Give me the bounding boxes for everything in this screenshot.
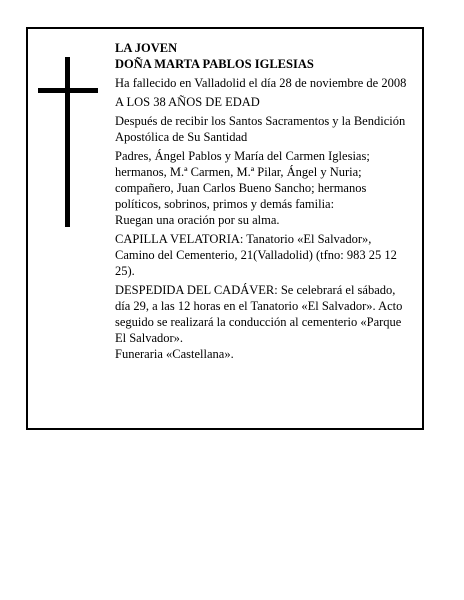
cross-icon	[38, 57, 102, 227]
death-statement: Ha fallecido en Valladolid el día 28 de noviembre de 2008	[115, 76, 407, 90]
sacraments-statement: Después de recibir los Santos Sacramentos y la Bendición Apostólica de Su Santidad	[115, 114, 406, 144]
obituary-text	[115, 40, 411, 362]
deceased-title: LA JOVEN	[115, 41, 178, 55]
cross-horizontal-bar	[38, 88, 98, 93]
cross-vertical-bar	[65, 57, 70, 227]
family-list: Padres, Ángel Pablos y María del Carmen Iglesias; hermanos, M.ª Carmen, M.ª Pilar, Ángel y Nuria; compañero, Juan Carlos Bueno Sancho; hermanos políticos, sobrinos, primos y demás familia:	[115, 149, 370, 211]
age-statement: A LOS 38 AÑOS DE EDAD	[115, 95, 260, 109]
farewell-info: DESPEDIDA DEL CADÁVER: Se celebrará el sábado, día 29, a las 12 horas en el Tanatorio «El Salvador». Acto seguido se realizará la conducción al cementerio «Parque El Salvador».	[115, 283, 403, 345]
deceased-name: DOÑA MARTA PABLOS IGLESIAS	[115, 57, 314, 71]
prayer-request: Ruegan una oración por su alma.	[115, 213, 280, 227]
funeral-home: Funeraria «Castellana».	[115, 347, 234, 361]
obituary-notice	[26, 27, 424, 430]
chapel-info: CAPILLA VELATORIA: Tanatorio «El Salvador», Camino del Cementerio, 21(Valladolid) (tfno: 983 25 12 25).	[115, 232, 397, 278]
